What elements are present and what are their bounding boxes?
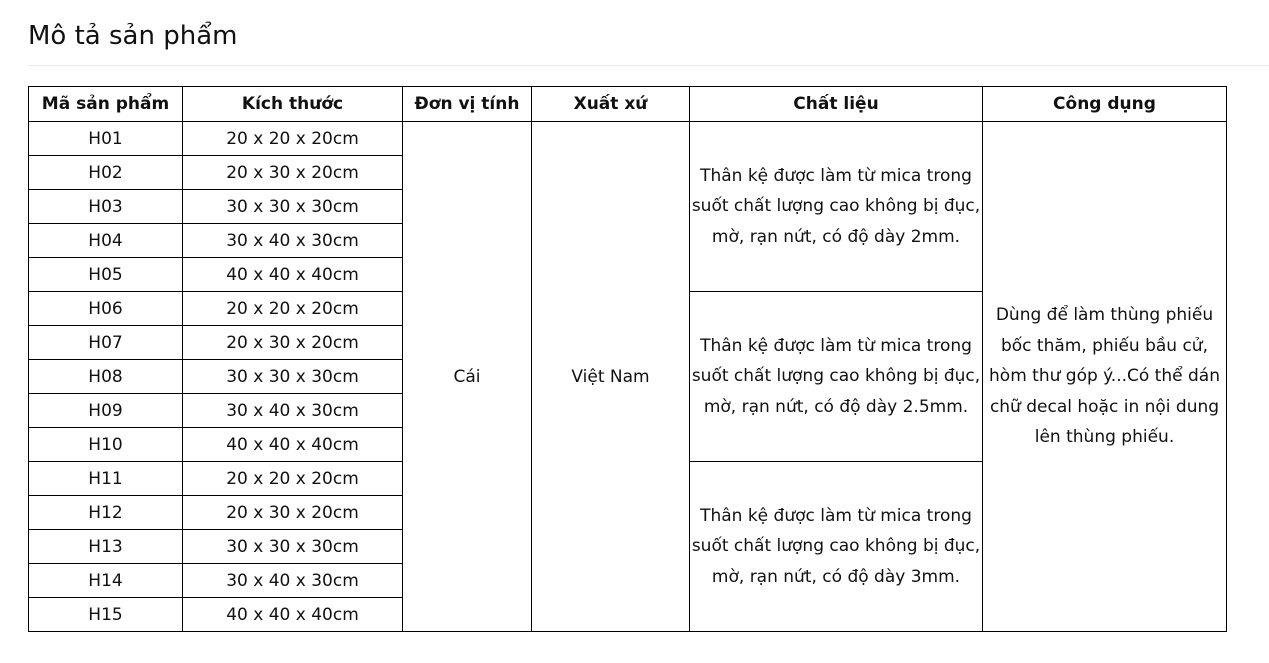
product-code-cell: H02 <box>29 156 183 190</box>
material-cell: Thân kệ được làm từ mica trong suốt chất lượng cao không bị đục, mờ, rạn nứt, có độ dày 3mm. <box>690 462 983 632</box>
size-cell: 40 x 40 x 40cm <box>183 258 403 292</box>
header-size: Kích thước <box>183 87 403 122</box>
product-code-cell: H05 <box>29 258 183 292</box>
header-material: Chất liệu <box>690 87 983 122</box>
size-cell: 30 x 30 x 30cm <box>183 190 403 224</box>
product-code-cell: H04 <box>29 224 183 258</box>
header-origin: Xuất xứ <box>532 87 690 122</box>
product-code-cell: H07 <box>29 326 183 360</box>
unit-cell: Cái <box>403 122 532 632</box>
size-cell: 30 x 40 x 30cm <box>183 394 403 428</box>
usage-cell: Dùng để làm thùng phiếu bốc thăm, phiếu bầu cử, hòm thư góp ý...Có thể dán chữ decal hoặc in nội dung lên thùng phiếu. <box>983 122 1227 632</box>
product-code-cell: H01 <box>29 122 183 156</box>
size-cell: 30 x 40 x 30cm <box>183 564 403 598</box>
product-code-cell: H13 <box>29 530 183 564</box>
section-title: Mô tả sản phẩm <box>28 21 238 51</box>
size-cell: 40 x 40 x 40cm <box>183 598 403 632</box>
origin-cell: Việt Nam <box>532 122 690 632</box>
product-code-cell: H06 <box>29 292 183 326</box>
product-code-cell: H09 <box>29 394 183 428</box>
size-cell: 30 x 40 x 30cm <box>183 224 403 258</box>
size-cell: 20 x 30 x 20cm <box>183 326 403 360</box>
size-cell: 40 x 40 x 40cm <box>183 428 403 462</box>
size-cell: 20 x 20 x 20cm <box>183 122 403 156</box>
header-unit: Đơn vị tính <box>403 87 532 122</box>
product-code-cell: H15 <box>29 598 183 632</box>
header-usage: Công dụng <box>983 87 1227 122</box>
table-row <box>29 122 1227 156</box>
title-divider <box>28 65 1269 66</box>
size-cell: 20 x 30 x 20cm <box>183 156 403 190</box>
size-cell: 20 x 20 x 20cm <box>183 292 403 326</box>
material-cell: Thân kệ được làm từ mica trong suốt chất lượng cao không bị đục, mờ, rạn nứt, có độ dày 2mm. <box>690 122 983 292</box>
product-code-cell: H11 <box>29 462 183 496</box>
size-cell: 20 x 30 x 20cm <box>183 496 403 530</box>
material-cell: Thân kệ được làm từ mica trong suốt chất lượng cao không bị đục, mờ, rạn nứt, có độ dày 2.5mm. <box>690 292 983 462</box>
table-header-row <box>29 87 1227 122</box>
product-code-cell: H12 <box>29 496 183 530</box>
size-cell: 30 x 30 x 30cm <box>183 530 403 564</box>
header-product-code: Mã sản phẩm <box>29 87 183 122</box>
product-code-cell: H10 <box>29 428 183 462</box>
product-spec-table <box>28 86 1227 632</box>
product-code-cell: H14 <box>29 564 183 598</box>
size-cell: 20 x 20 x 20cm <box>183 462 403 496</box>
product-code-cell: H03 <box>29 190 183 224</box>
product-code-cell: H08 <box>29 360 183 394</box>
size-cell: 30 x 30 x 30cm <box>183 360 403 394</box>
